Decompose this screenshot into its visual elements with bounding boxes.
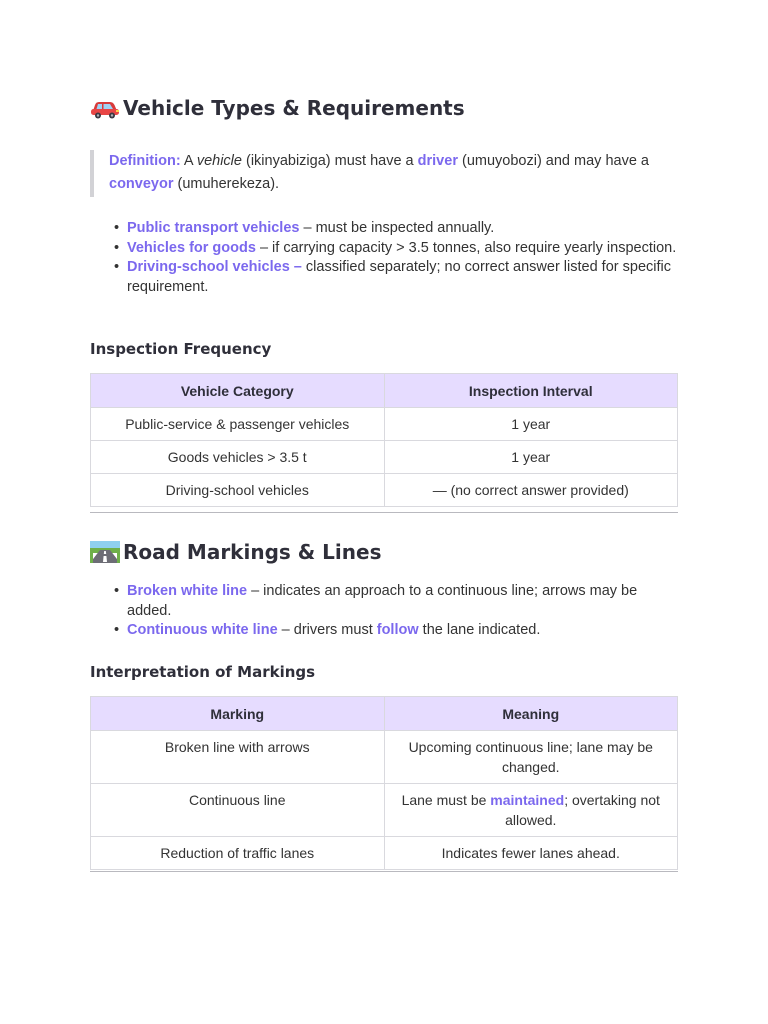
- definition-term-vehicle: vehicle: [196, 153, 242, 169]
- column-header: Inspection Interval: [384, 374, 678, 408]
- table-header-row: [91, 374, 678, 408]
- table-row: [91, 441, 678, 474]
- table-row: [91, 784, 678, 837]
- cell-text: Lane must be: [401, 792, 491, 808]
- section-divider: [90, 871, 678, 872]
- bullet-text: – indicates an approach to a continuous line; arrows may be added.: [127, 583, 638, 619]
- column-header: Marking: [91, 697, 385, 731]
- list-item: [127, 219, 678, 239]
- bullet-term: Continuous white line: [127, 622, 278, 638]
- definition-term-conveyor: conveyor: [109, 176, 174, 192]
- vehicle-requirements-list: [90, 219, 678, 297]
- definition-callout: [90, 150, 678, 197]
- subheading-inspection-frequency: Inspection Frequency: [90, 340, 272, 358]
- bullet-term: Vehicles for goods: [127, 239, 256, 256]
- table-cell: 1 year: [384, 408, 678, 441]
- definition-text: (umuyobozi) and may have a: [457, 153, 649, 169]
- road-markings-list: [90, 582, 678, 641]
- column-header: Vehicle Category: [91, 374, 385, 408]
- bullet-text: – must be inspected annually.: [299, 220, 495, 236]
- table-cell: — (no correct answer provided): [384, 474, 678, 507]
- motorway-icon: [90, 541, 120, 563]
- cell-text: ; overtaking not allowed.: [505, 792, 660, 828]
- definition-term-driver: driver: [417, 153, 458, 169]
- table-cell: Public-service & passenger vehicles: [91, 408, 385, 441]
- section-title-text: Road Markings & Lines: [123, 540, 382, 564]
- list-item: [127, 258, 678, 297]
- table-row: [91, 408, 678, 441]
- red-car-icon: [90, 97, 120, 119]
- section-title-vehicle-types: [90, 96, 465, 120]
- table-cell: Driving-school vehicles: [91, 474, 385, 507]
- list-item: [127, 621, 678, 641]
- bullet-text: – if carrying capacity > 3.5 tonnes, also require yearly inspection.: [255, 239, 677, 256]
- bullet-text: the lane indicated.: [418, 622, 541, 638]
- table-cell: Continuous line: [91, 784, 385, 837]
- table-cell: Upcoming continuous line; lane may be changed.: [384, 731, 678, 784]
- subheading-interpretation-of-markings: Interpretation of Markings: [90, 663, 316, 681]
- inspection-frequency-table: [90, 373, 678, 507]
- section-divider: [90, 512, 678, 513]
- table-header-row: [91, 697, 678, 731]
- definition-text: A: [180, 153, 197, 169]
- cell-emphasis-maintained: maintained: [490, 792, 565, 808]
- definition-text: (umuherekeza).: [173, 176, 280, 192]
- table-cell: 1 year: [384, 441, 678, 474]
- list-item: [127, 582, 678, 621]
- section-title-road-markings: [90, 540, 381, 564]
- section-title-text: Vehicle Types & Requirements: [123, 96, 465, 120]
- bullet-term: Driving-school vehicles –: [127, 259, 302, 275]
- table-row: [91, 474, 678, 507]
- bullet-term: Broken white line: [127, 583, 248, 599]
- bullet-emphasis-follow: follow: [376, 622, 419, 638]
- markings-interpretation-table: [90, 696, 678, 870]
- definition-label: Definition:: [109, 153, 181, 169]
- table-cell: Indicates fewer lanes ahead.: [384, 837, 678, 870]
- table-cell: Reduction of traffic lanes: [91, 837, 385, 870]
- definition-text: (ikinyabiziga) must have a: [241, 153, 418, 169]
- bullet-term: Public transport vehicles: [127, 220, 300, 236]
- table-cell: Goods vehicles > 3.5 t: [91, 441, 385, 474]
- table-row: [91, 837, 678, 870]
- table-cell: [384, 784, 678, 837]
- table-cell: Broken line with arrows: [91, 731, 385, 784]
- table-row: [91, 731, 678, 784]
- column-header: Meaning: [384, 697, 678, 731]
- list-item: [127, 239, 678, 259]
- bullet-text: classified separately; no correct answer listed for specific requirement.: [127, 259, 671, 295]
- bullet-text: – drivers must: [277, 622, 377, 638]
